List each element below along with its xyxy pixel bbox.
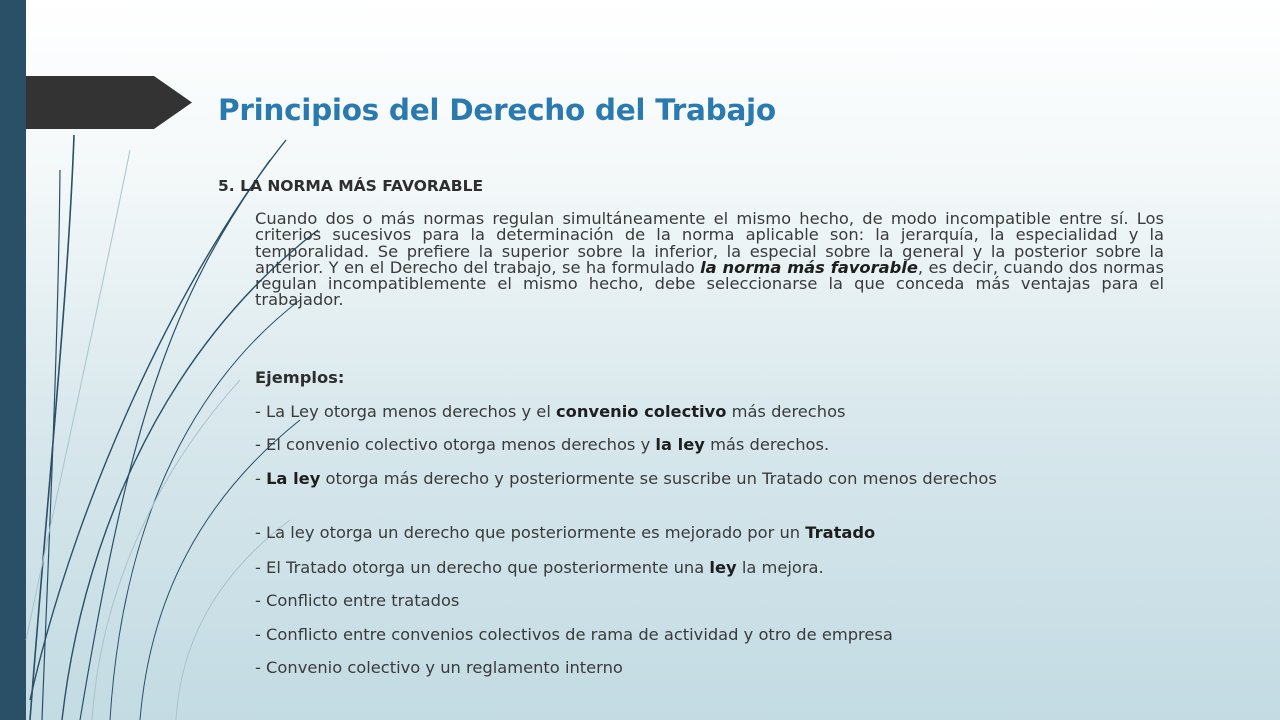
left-accent-bar [0,0,26,720]
example-item: - El Tratado otorga un derecho que posteriormente una ley la mejora. [255,558,824,577]
example-item: - Convenio colectivo y un reglamento interno [255,658,623,677]
example-item: - El convenio colectivo otorga menos derechos y la ley más derechos. [255,435,830,454]
example-bold-term: Tratado [805,523,876,542]
example-item: - Conflicto entre tratados [255,591,460,610]
example-bold-term: la ley [655,435,705,454]
principle-paragraph [255,211,1164,309]
example-bold-term: convenio colectivo [556,402,727,421]
example-bold-term: La ley [266,469,321,488]
examples-label: Ejemplos: [255,368,345,387]
example-bold-term: ley [709,558,737,577]
paragraph-text: Cuando dos o más normas regulan simultáneamente el mismo hecho, de modo incompatible entre sí. Los criterios sucesivos para la determinación de la norma aplicable son: la jerarquía, la especialidad y la temporalidad. Se prefiere la superior sobre la inferior, la especial sobre la general y la posterior sobre la anterior. Y en el Derecho del trabajo, se ha formulado [255,209,1164,277]
page-title: Principios del Derecho del Trabajo [218,93,776,127]
example-item: - La ley otorga más derecho y posteriormente se suscribe un Tratado con menos derechos [255,469,997,488]
title-tab-shape [26,76,192,129]
emphasized-term: la norma más favorable [700,257,918,277]
section-heading: 5. LA NORMA MÁS FAVORABLE [218,177,484,195]
example-item: - La Ley otorga menos derechos y el convenio colectivo más derechos [255,402,846,421]
paragraph-text: , es decir, cuando dos normas regulan incompatiblemente el mismo hecho, debe seleccionarse la que conceda más ventajas para el trabajador. [255,257,1164,310]
example-item: - Conflicto entre convenios colectivos de rama de actividad y otro de empresa [255,625,893,644]
example-item: - La ley otorga un derecho que posteriormente es mejorado por un Tratado [255,523,876,542]
